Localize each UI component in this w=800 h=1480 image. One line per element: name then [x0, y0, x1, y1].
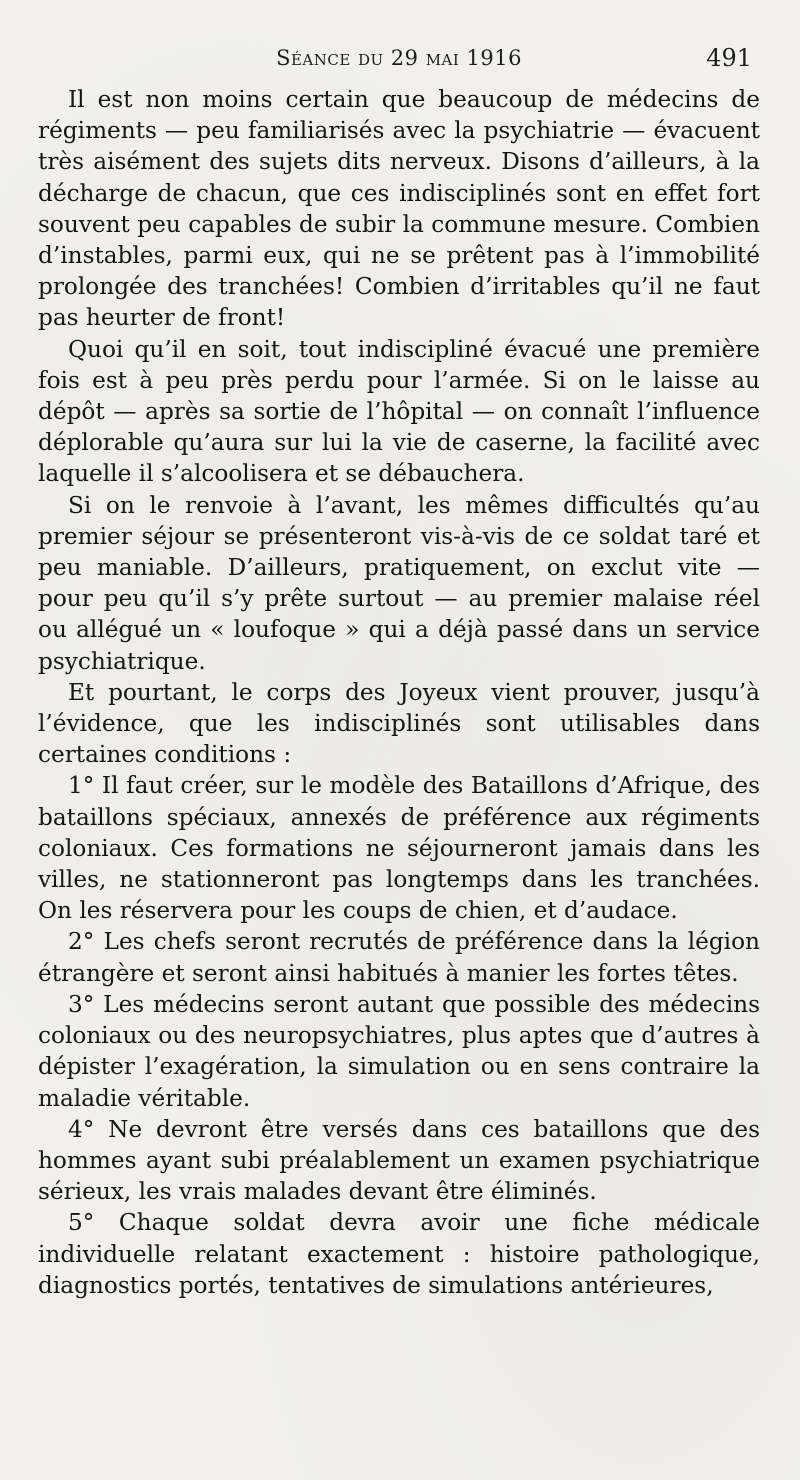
paragraph-3: Si on le renvoie à l’avant, les mêmes difficultés qu’au premier séjour se présenteront vis-à-vis de ce soldat taré et peu maniable. D’ailleurs, pratiquement, on exclut vite — pour peu qu’il s’y prête surtout — au premier malaise réel ou allégué un « loufoque » qui a déjà passé dans un service psychiatrique.: [38, 491, 760, 675]
paragraph-2: Quoi qu’il en soit, tout indiscipliné évacué une première fois est à peu près perdu pour l’armée. Si on le laisse au dépôt — après sa sortie de l’hôpital — on connaît l’influence déplorable qu’aura sur lui la vie de caserne, la facilité avec laquelle il s’alcoolisera et se débauchera.: [38, 335, 760, 488]
paragraph-item-2: 2° Les chefs seront recrutés de préférence dans la légion étrangère et seront ainsi habitués à manier les fortes têtes.: [38, 928, 760, 987]
paragraph-item-4: 4° Ne devront être versés dans ces bataillons que des hommes ayant subi préalablement un examen psychiatrique sérieux, les vrais malades devant être éliminés.: [38, 1115, 760, 1206]
page-number: 491: [706, 44, 752, 72]
paragraph-item-1: 1° Il faut créer, sur le modèle des Bataillons d’Afrique, des bataillons spéciaux, annexés de préférence aux régiments coloniaux. Ces formations ne séjourneront jamais dans les villes, ne stationneront pas longtemps dans les tranchées. On les réservera pour les coups de chien, et d’audace.: [38, 772, 760, 925]
paragraph-item-3: 3° Les médecins seront autant que possible des médecins coloniaux ou des neuropsychiatres, plus aptes que d’autres à dépister l’exagération, la simulation ou en sens contraire la maladie véritable.: [38, 990, 760, 1112]
page-header: [38, 42, 760, 76]
paragraph-item-5: 5° Chaque soldat devra avoir une fiche médicale individuelle relatant exactement : histoire pathologique, diagnostics portés, tentatives de simulations antérieures,: [38, 1209, 760, 1299]
paragraph-1: Il est non moins certain que beaucoup de médecins de régiments — peu familiarisés avec la psychiatrie — évacuent très aisément des sujets dits nerveux. Disons d’ailleurs, à la décharge de chacun, que ces indisciplinés sont en effet fort souvent peu capables de subir la commune mesure. Combien d’instables, parmi eux, qui ne se prêtent pas à l’immobilité prolongée des tranchées! Combien d’irritables qu’il ne faut pas heurter de front!: [38, 86, 760, 332]
running-title: Séance du 29 mai 1916: [276, 46, 522, 70]
body-text: [38, 84, 760, 1301]
paragraph-4: Et pourtant, le corps des Joyeux vient prouver, jusqu’à l’évidence, que les indisciplinés sont utilisables dans certaines conditions :: [38, 678, 760, 769]
